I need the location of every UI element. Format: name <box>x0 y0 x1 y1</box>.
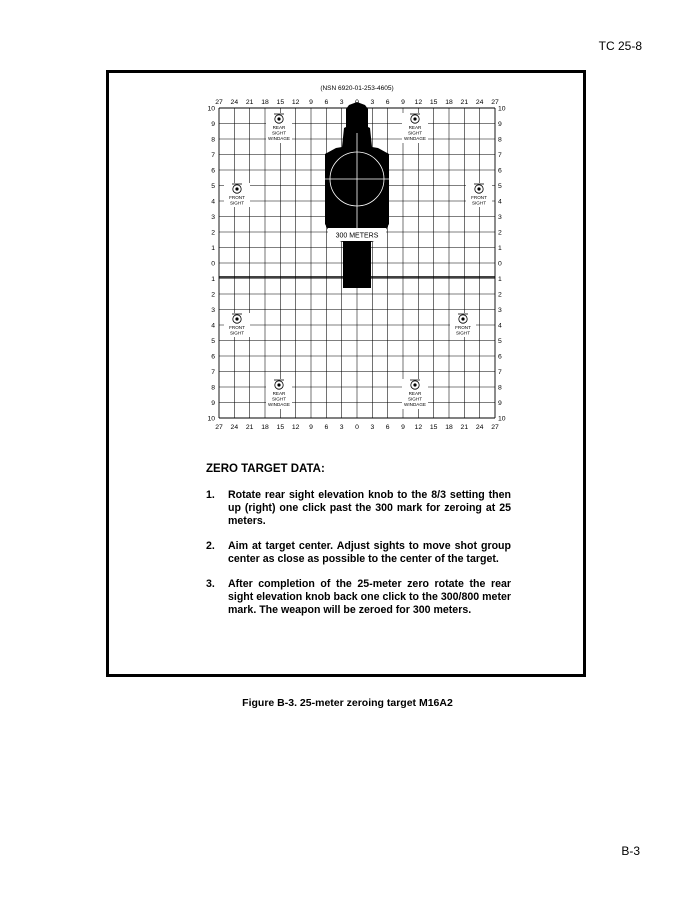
x-tick-label: 27 <box>215 424 223 431</box>
marker-label-line: FRONT <box>471 195 487 200</box>
x-tick-label: 9 <box>309 424 313 431</box>
list-item <box>206 540 511 566</box>
x-tick-label: 12 <box>291 424 300 431</box>
y-tick-label: 5 <box>498 337 502 345</box>
y-tick-label: 10 <box>207 105 215 113</box>
y-tick-label: 3 <box>211 306 215 314</box>
x-tick-label: 3 <box>370 99 375 106</box>
x-tick-label: 6 <box>324 424 329 431</box>
sight-marker <box>266 379 292 409</box>
list-item-number: 2. <box>206 540 215 552</box>
icon-center <box>477 187 480 190</box>
marker-label-line: WINDAGE <box>268 402 290 407</box>
marker-label-line: FRONT <box>229 195 245 200</box>
x-tick-label: 15 <box>276 99 285 106</box>
marker-label-line: FRONT <box>229 325 245 330</box>
x-tick-label: 9 <box>309 99 313 106</box>
x-tick-label: 18 <box>261 99 269 106</box>
x-tick-label: 24 <box>475 99 484 106</box>
marker-label-line: REAR <box>272 125 286 130</box>
marker-label-line: SIGHT <box>455 330 471 336</box>
list-item-number: 1. <box>206 489 215 501</box>
icon-center <box>235 317 238 320</box>
icon-center <box>277 383 280 386</box>
marker-label-line: FRONT <box>455 325 471 330</box>
y-tick-label: 10 <box>207 415 215 423</box>
sight-marker <box>450 313 476 337</box>
y-tick-label: 6 <box>211 167 215 175</box>
y-tick-label: 6 <box>498 167 502 175</box>
x-tick-label: 9 <box>401 99 405 106</box>
y-axis-right-ticks <box>498 105 506 422</box>
x-tick-label: 18 <box>261 424 269 431</box>
page-number: B-3 <box>621 844 640 858</box>
y-tick-label: 1 <box>211 244 215 252</box>
y-tick-label: 8 <box>498 384 502 392</box>
marker-label-line: SIGHT <box>229 200 245 206</box>
y-tick-label: 2 <box>211 229 215 237</box>
y-tick-label: 5 <box>211 337 215 345</box>
icon-center <box>235 187 238 190</box>
x-tick-label: 27 <box>491 424 499 431</box>
x-tick-label: 15 <box>429 99 438 106</box>
zeroing-target-grid <box>207 73 512 438</box>
x-tick-label: 24 <box>230 99 239 106</box>
list-item-text: Aim at target center. Adjust sights to move shot group center as close as possible to the center of the target. <box>228 540 511 565</box>
x-tick-label: 15 <box>429 424 438 431</box>
y-tick-label: 4 <box>211 198 215 206</box>
list-item <box>206 578 511 617</box>
x-tick-label: 6 <box>385 99 390 106</box>
marker-label-line: SIGHT <box>407 130 423 136</box>
sight-marker <box>402 113 428 143</box>
y-tick-label: 9 <box>498 120 502 128</box>
y-tick-label: 7 <box>211 151 215 159</box>
target-frame <box>106 70 586 677</box>
x-tick-label: 6 <box>324 99 329 106</box>
y-tick-label: 9 <box>211 120 215 128</box>
sight-marker <box>224 183 250 207</box>
y-tick-label: 2 <box>211 291 215 299</box>
y-tick-label: 8 <box>211 384 215 392</box>
marker-label-line: SIGHT <box>407 396 423 402</box>
x-tick-label: 21 <box>460 424 469 431</box>
y-tick-label: 9 <box>211 399 215 407</box>
y-tick-label: 10 <box>498 105 506 113</box>
marker-label-line: SIGHT <box>271 396 287 402</box>
y-tick-label: 1 <box>211 275 215 283</box>
y-tick-label: 0 <box>211 260 215 268</box>
x-tick-label: 21 <box>460 99 469 106</box>
y-tick-label: 4 <box>211 322 215 330</box>
y-tick-label: 8 <box>498 136 502 144</box>
y-tick-label: 2 <box>498 291 502 299</box>
icon-center <box>277 117 280 120</box>
y-tick-label: 7 <box>498 151 502 159</box>
sight-marker <box>224 313 250 337</box>
marker-label-line: SIGHT <box>471 200 487 206</box>
y-tick-label: 7 <box>498 368 502 376</box>
x-tick-label: 24 <box>475 424 484 431</box>
y-tick-label: 6 <box>498 353 502 361</box>
y-tick-label: 4 <box>498 198 502 206</box>
x-tick-label: 21 <box>245 424 254 431</box>
x-tick-label: 3 <box>339 99 344 106</box>
x-tick-label: 3 <box>339 424 344 431</box>
y-tick-label: 5 <box>498 182 502 190</box>
y-axis-left-ticks <box>207 105 215 422</box>
x-tick-label: 27 <box>491 99 499 106</box>
marker-label-line: REAR <box>408 391 422 396</box>
marker-label-line: REAR <box>272 391 286 396</box>
y-tick-label: 7 <box>211 368 215 376</box>
y-tick-label: 0 <box>498 260 502 268</box>
x-tick-label: 12 <box>414 99 423 106</box>
y-tick-label: 4 <box>498 322 502 330</box>
marker-label-line: WINDAGE <box>404 136 426 141</box>
x-tick-label: 21 <box>245 99 254 106</box>
y-tick-label: 1 <box>498 244 502 252</box>
icon-center <box>461 317 464 320</box>
nsn-label: (NSN 6920-01-253-4605) <box>320 85 394 92</box>
x-axis-bottom-ticks <box>215 424 499 431</box>
icon-center <box>413 117 416 120</box>
zero-data-title: ZERO TARGET DATA: <box>206 463 325 475</box>
list-item-text: After completion of the 25-meter zero rotate the rear sight elevation knob back one click to the 300/800 meter mark. The weapon will be zeroed for 300 meters. <box>228 578 511 616</box>
icon-center <box>413 383 416 386</box>
y-tick-label: 1 <box>498 275 502 283</box>
marker-label-line: SIGHT <box>229 330 245 336</box>
y-tick-label: 9 <box>498 399 502 407</box>
marker-label-line: WINDAGE <box>404 402 426 407</box>
x-tick-label: 24 <box>230 424 239 431</box>
silhouette-label: 300 METERS <box>335 232 379 240</box>
sight-marker <box>402 379 428 409</box>
zero-target-data <box>206 463 511 629</box>
sight-marker <box>466 183 492 207</box>
y-tick-label: 10 <box>498 415 506 423</box>
marker-label-line: SIGHT <box>271 130 287 136</box>
y-tick-label: 6 <box>211 353 215 361</box>
document-id: TC 25-8 <box>598 39 642 53</box>
x-tick-label: 3 <box>370 424 375 431</box>
x-tick-label: 0 <box>355 424 359 431</box>
x-tick-label: 6 <box>385 424 390 431</box>
y-tick-label: 3 <box>211 213 215 221</box>
x-tick-label: 18 <box>445 99 453 106</box>
list-item-number: 3. <box>206 578 215 590</box>
y-tick-label: 8 <box>211 136 215 144</box>
x-tick-label: 27 <box>215 99 223 106</box>
x-tick-label: 15 <box>276 424 285 431</box>
list-item-text: Rotate rear sight elevation knob to the 8/3 setting then up (right) one click past the 300 mark for zeroing at 25 meters. <box>228 489 511 527</box>
figure-caption: Figure B-3. 25-meter zeroing target M16A2 <box>242 697 453 709</box>
x-tick-label: 12 <box>414 424 423 431</box>
y-tick-label: 3 <box>498 213 502 221</box>
x-tick-label: 12 <box>291 99 300 106</box>
zero-data-list <box>206 489 511 617</box>
marker-label-line: WINDAGE <box>268 136 290 141</box>
x-tick-label: 9 <box>401 424 405 431</box>
list-item <box>206 489 511 528</box>
y-tick-label: 2 <box>498 229 502 237</box>
x-tick-label: 18 <box>445 424 453 431</box>
sight-marker <box>266 113 292 143</box>
y-tick-label: 3 <box>498 306 502 314</box>
marker-label-line: REAR <box>408 125 422 130</box>
y-tick-label: 5 <box>211 182 215 190</box>
